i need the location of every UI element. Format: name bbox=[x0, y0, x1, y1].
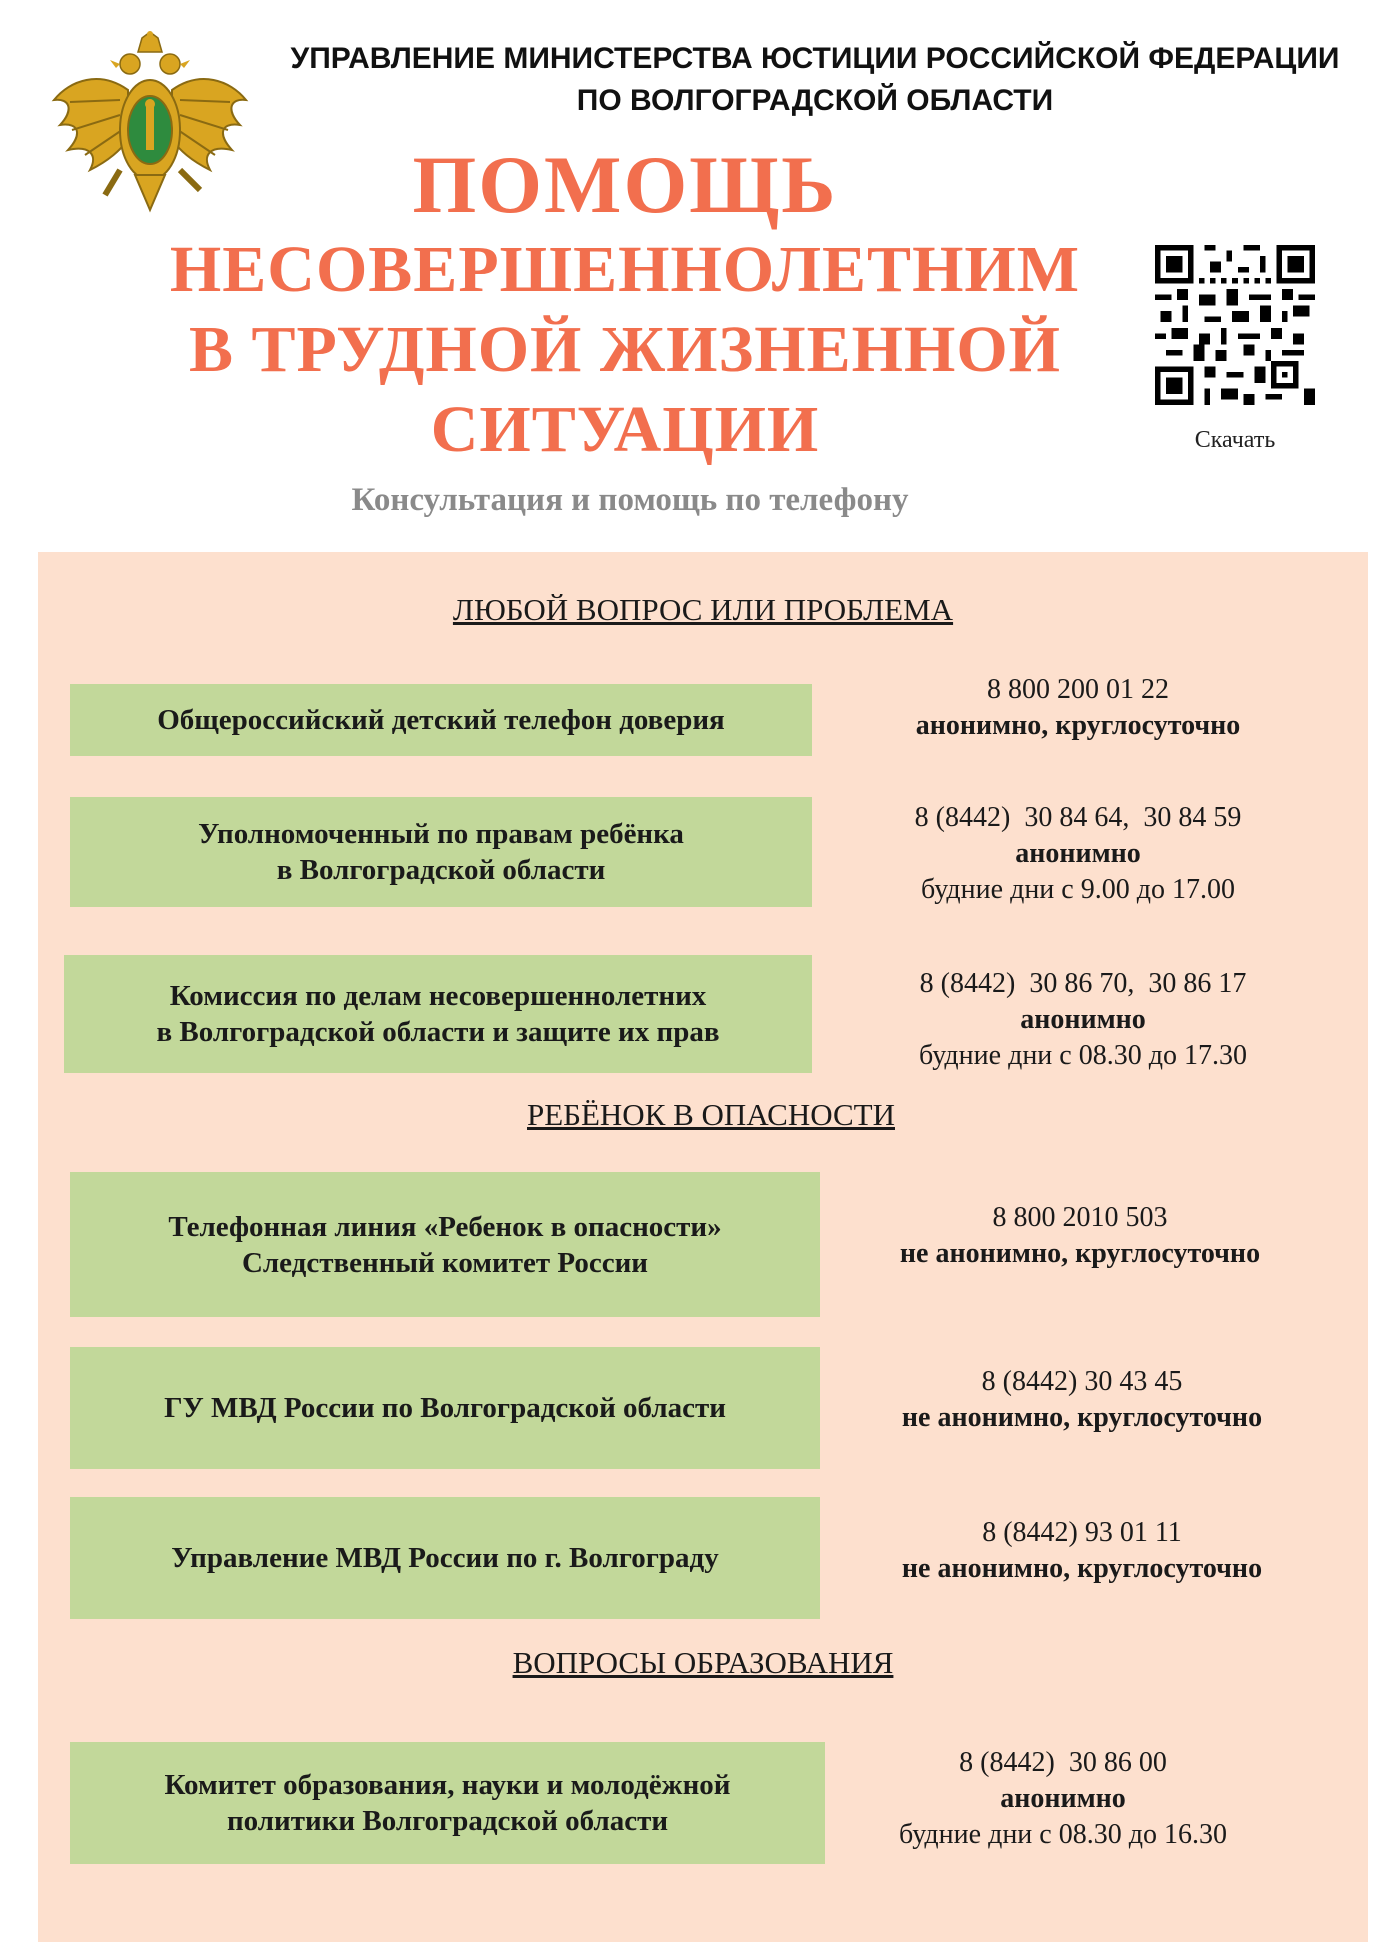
section-heading-education: ВОПРОСЫ ОБРАЗОВАНИЯ bbox=[512, 1645, 894, 1680]
org-box-city-police: Управление МВД России по г. Волгограду bbox=[70, 1497, 820, 1619]
contact-regional-police bbox=[852, 1364, 1312, 1436]
title-line-4: СИТУАЦИИ bbox=[430, 393, 820, 466]
section-heading-child-in-danger: РЕБЁНОК В ОПАСНОСТИ bbox=[527, 1097, 895, 1132]
org-box-childrens-ombudsman: Уполномоченный по правам ребёнка в Волгоградской области bbox=[70, 797, 812, 907]
contact-mode: не анонимно, круглосуточно bbox=[899, 1238, 1261, 1269]
title-line-1: ПОМОЩЬ bbox=[412, 139, 838, 230]
contact-mode: не анонимно, круглосуточно bbox=[901, 1402, 1263, 1433]
page-title bbox=[150, 140, 1100, 470]
title-line-2: НЕСОВЕРШЕННОЛЕТНИМ bbox=[169, 233, 1081, 306]
organization-line-1: УПРАВЛЕНИЕ МИНИСТЕРСТВА ЮСТИЦИИ РОССИЙСКОЙ ФЕДЕРАЦИИ bbox=[290, 42, 1340, 75]
working-hours: будние дни с 08.30 до 16.30 bbox=[899, 1819, 1227, 1850]
contact-childrens-helpline bbox=[848, 672, 1308, 744]
contact-mode: анонимно, круглосуточно bbox=[915, 710, 1241, 741]
qr-download-label[interactable]: Скачать bbox=[1194, 427, 1276, 453]
org-box-juvenile-commission: Комиссия по делам несовершеннолетних в Волгоградской области и защите их прав bbox=[64, 955, 812, 1073]
organization-line-2: ПО ВОЛГОГРАДСКОЙ ОБЛАСТИ bbox=[576, 84, 1054, 117]
working-hours: будние дни с 08.30 до 17.30 bbox=[919, 1040, 1247, 1071]
contacts-panel bbox=[38, 552, 1368, 1942]
phone-number[interactable]: 8 (8442) 30 43 45 bbox=[981, 1366, 1183, 1397]
working-hours: будние дни с 9.00 до 17.00 bbox=[921, 874, 1235, 905]
phone-number[interactable]: 8 (8442) 93 01 11 bbox=[982, 1517, 1182, 1548]
contact-juvenile-commission bbox=[853, 966, 1313, 1074]
qr-code-icon[interactable] bbox=[1155, 245, 1315, 405]
phone-number[interactable]: 8 (8442) 30 86 00 bbox=[959, 1747, 1167, 1778]
organization-title bbox=[270, 38, 1360, 122]
contact-mode: анонимно bbox=[1015, 838, 1141, 869]
org-box-education-committee: Комитет образования, науки и молодёжной политики Волгоградской области bbox=[70, 1742, 825, 1864]
org-box-regional-police: ГУ МВД России по Волгоградской области bbox=[70, 1347, 820, 1469]
page-subtitle: Консультация и помощь по телефону bbox=[351, 482, 909, 518]
contact-childrens-ombudsman bbox=[848, 800, 1308, 908]
contact-education-committee bbox=[833, 1745, 1293, 1853]
org-box-childrens-helpline: Общероссийский детский телефон доверия bbox=[70, 684, 812, 756]
contact-mode: анонимно bbox=[1020, 1004, 1146, 1035]
contact-mode: не анонимно, круглосуточно bbox=[901, 1553, 1263, 1584]
phone-number[interactable]: 8 800 200 01 22 bbox=[987, 674, 1169, 705]
contact-mode: анонимно bbox=[1000, 1783, 1126, 1814]
title-line-3: В ТРУДНОЙ ЖИЗНЕННОЙ bbox=[188, 313, 1062, 386]
contact-city-police bbox=[852, 1515, 1312, 1587]
phone-number[interactable]: 8 (8442) 30 84 64, 30 84 59 bbox=[914, 802, 1242, 833]
contact-investigative-committee bbox=[850, 1200, 1310, 1272]
phone-number[interactable]: 8 (8442) 30 86 70, 30 86 17 bbox=[919, 968, 1247, 999]
org-box-investigative-committee: Телефонная линия «Ребенок в опасности» Следственный комитет России bbox=[70, 1172, 820, 1317]
phone-number[interactable]: 8 800 2010 503 bbox=[992, 1202, 1168, 1233]
section-heading-any-question: ЛЮБОЙ ВОПРОС ИЛИ ПРОБЛЕМА bbox=[452, 592, 954, 627]
